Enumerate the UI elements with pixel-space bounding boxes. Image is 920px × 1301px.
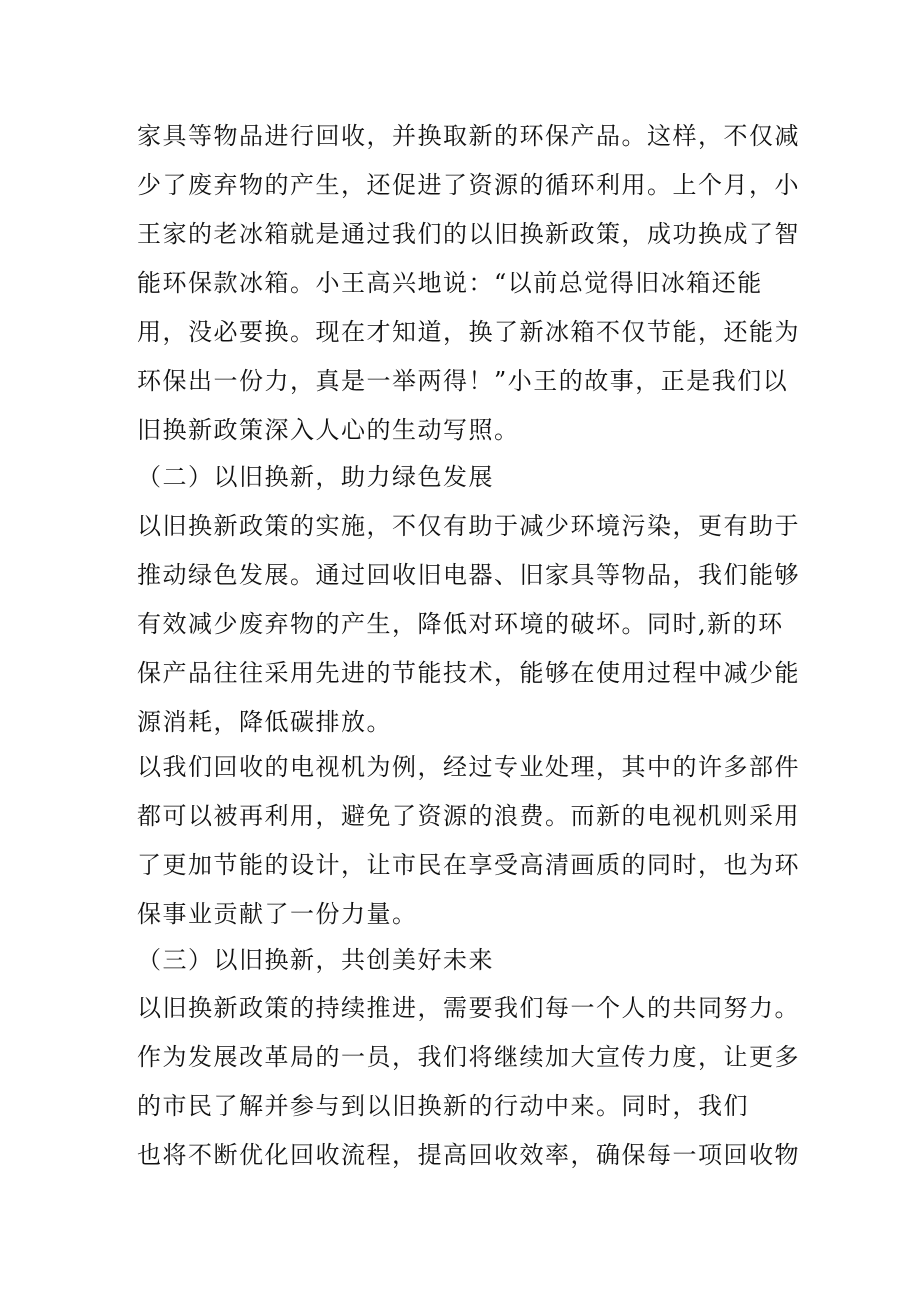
paragraph-line: 也将不断优化回收流程，提高回收效率，确保每一项回收物 xyxy=(137,1141,800,1169)
paragraph-line: 保事业贡献了一份力量。 xyxy=(137,900,418,928)
paragraph-line: 家具等物品进行回收，并换取新的环保产品。这样，不仅减 xyxy=(137,122,800,150)
paragraph-line: 以旧换新政策的持续推进，需要我们每一个人的共同努力。 xyxy=(137,994,800,1022)
paragraph-line: 的市民了解并参与到以旧换新的行动中来。同时，我们 xyxy=(137,1092,749,1120)
section-heading: （三）以旧换新，共创美好未来 xyxy=(137,946,494,974)
paragraph-line: 王家的老冰箱就是通过我们的以旧换新政策，成功换成了智 xyxy=(137,220,800,248)
paragraph-line: 用，没必要换。现在才知道，换了新冰箱不仅节能，还能为 xyxy=(137,318,800,346)
paragraph-line: 都可以被再利用，避免了资源的浪费。而新的电视机则采用 xyxy=(137,802,800,830)
paragraph-line: 环保出一份力，真是一举两得！”小王的故事，正是我们以 xyxy=(137,367,789,395)
paragraph-line: 以旧换新政策的实施，不仅有助于减少环境污染，更有助于 xyxy=(137,512,800,540)
paragraph-line: 源消耗，降低碳排放。 xyxy=(137,708,392,736)
paragraph-line: 以我们回收的电视机为例，经过专业处理，其中的许多部件 xyxy=(137,753,800,781)
paragraph-line: 了更加节能的设计，让市民在享受高清画质的同时，也为环 xyxy=(137,851,800,879)
paragraph-line: 有效减少废弃物的产生，降低对环境的破坏。同时,新的环 xyxy=(137,610,784,638)
paragraph-line: 旧换新政策深入人心的生动写照。 xyxy=(137,416,520,444)
section-heading: （二）以旧换新，助力绿色发展 xyxy=(137,463,494,491)
paragraph-line: 推动绿色发展。通过回收旧电器、旧家具等物品，我们能够 xyxy=(137,561,800,589)
paragraph-line: 保产品往往采用先进的节能技术，能够在使用过程中减少能 xyxy=(137,659,800,687)
paragraph-line: 作为发展改革局的一员，我们将继续加大宣传力度，让更多 xyxy=(137,1043,800,1071)
paragraph-line: 少了废弃物的产生，还促进了资源的循环利用。上个月，小 xyxy=(137,171,800,199)
paragraph-line: 能环保款冰箱。小王高兴地说：“以前总觉得旧冰箱还能 xyxy=(137,269,763,297)
